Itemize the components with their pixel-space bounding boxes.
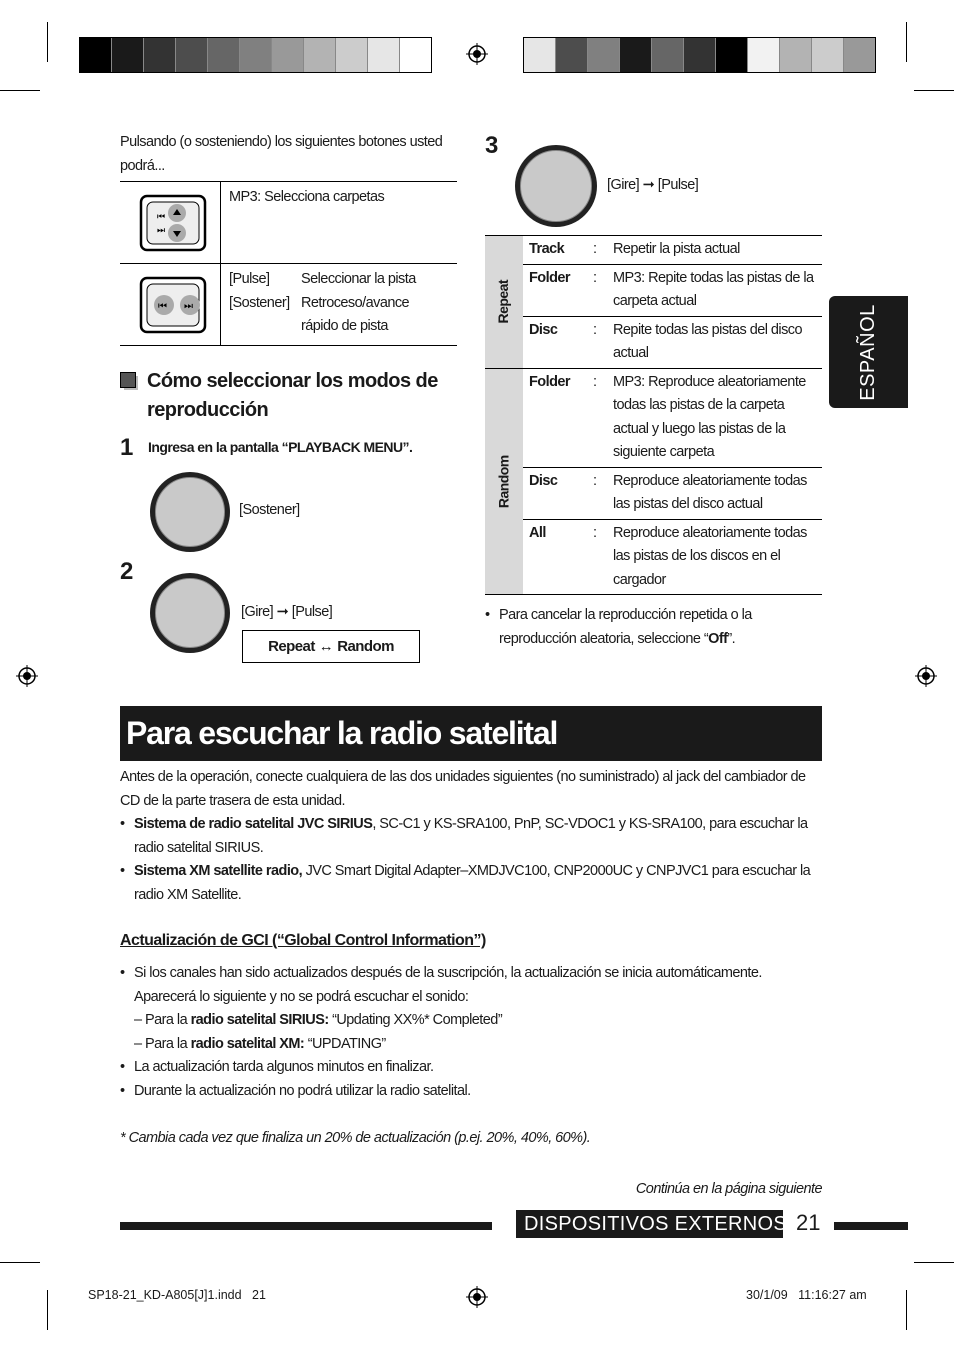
step-number: 2 <box>120 558 134 585</box>
button-table <box>120 181 457 346</box>
color-swatch <box>652 38 684 72</box>
color-swatch <box>112 38 144 72</box>
list-item: • Sistema XM satellite radio, JVC Smart Digital Adapter–XMDJVC100, CNP2000UC y CNPJVC1 para escuchar la radio XM Satellite. <box>120 860 822 907</box>
note-cancel: • Para cancelar la reproducción repetida o la reproducción aleatoria, seleccione “Off”. <box>485 604 799 651</box>
list-item: • Sistema de radio satelital JVC SIRIUS, SC-C1 y KS-SRA100, PnP, SC-VDOC1 y KS-SRA100, para escuchar la radio satelital SIRIUS. <box>120 813 822 860</box>
section2-intro: Antes de la operación, conecte cualquiera de las dos unidades siguientes (no suministrado) al jack del cambiador de CD de la parte trasera de esta unidad. <box>120 769 806 809</box>
registration-mark-icon <box>466 43 488 65</box>
gci-list <box>120 962 822 1103</box>
control-knob-icon <box>150 573 230 653</box>
random-label: Random <box>337 638 394 655</box>
list-item: Folder : MP3: Reproduce aleatoriamente todas las pistas de la carpeta actual y luego las pistas de la siguiente carpeta <box>523 369 822 468</box>
color-swatch <box>780 38 812 72</box>
registration-mark-icon <box>16 665 38 687</box>
row1-text: MP3: Selecciona carpetas <box>229 189 385 205</box>
color-swatch <box>524 38 556 72</box>
color-swatch <box>588 38 620 72</box>
color-swatch <box>80 38 112 72</box>
color-swatch <box>716 38 748 72</box>
print-color-bar-left <box>79 37 432 73</box>
row2-key: [Sostener] <box>229 294 290 311</box>
control-knob-icon <box>515 145 597 227</box>
color-swatch <box>304 38 336 72</box>
intro-text: Pulsando (o sosteniendo) los siguientes botones usted podrá... <box>120 134 443 174</box>
color-swatch <box>844 38 875 72</box>
updown-buttons-icon <box>120 182 221 263</box>
crop-mark <box>0 1262 40 1263</box>
print-color-bar-right <box>523 37 876 73</box>
row2-text <box>221 264 457 345</box>
color-swatch <box>240 38 272 72</box>
footer-rule-left <box>120 1222 492 1230</box>
knob-action-label <box>241 601 332 625</box>
list-item: • La actualización tarda algunos minutos en finalizar. <box>120 1056 822 1080</box>
list-item: All : Reproduce aleatoriamente todas las pistas de los discos en el cargador <box>529 524 807 588</box>
list-item: Disc : Repite todas las pistas del disco actual <box>529 321 802 361</box>
control-knob-icon <box>150 472 230 552</box>
crop-mark <box>0 90 40 91</box>
color-swatch <box>144 38 176 72</box>
svg-text:⏮: ⏮ <box>158 300 167 312</box>
footnote: * Cambia cada vez que finaliza un 20% de actualización (p.ej. 20%, 40%, 60%). <box>120 1130 591 1146</box>
list-item: Track : Repetir la pista actual <box>523 236 822 265</box>
color-swatch <box>336 38 368 72</box>
repeat-label: Repeat <box>268 638 315 655</box>
knob-action-label <box>607 174 698 198</box>
color-swatch <box>400 38 431 72</box>
double-arrow-icon: ↔ <box>318 638 334 655</box>
pulse-label: [Pulse] <box>291 604 333 620</box>
color-swatch <box>620 38 652 72</box>
row2-key: [Pulse] <box>229 271 270 287</box>
color-swatch <box>272 38 304 72</box>
random-group <box>485 369 822 596</box>
footer-rule-right <box>834 1222 908 1230</box>
table-row <box>120 264 457 346</box>
color-swatch <box>684 38 716 72</box>
list-item: Folder : MP3: Repite todas las pistas de la carpeta actual <box>523 265 822 317</box>
footer-section-label: DISPOSITIVOS EXTERNOS <box>524 1213 788 1235</box>
step1-text: Ingresa en la pantalla “PLAYBACK MENU”. <box>148 439 413 455</box>
row2-val: Seleccionar la pista <box>301 271 416 287</box>
continues-note: Continúa en la página siguiente <box>635 1181 822 1197</box>
repeat-group <box>485 236 822 369</box>
row2-val: Retroceso/avance rápido de pista <box>301 294 410 334</box>
crop-mark <box>47 1290 48 1330</box>
skip-buttons-icon <box>120 264 221 345</box>
step-number: 3 <box>485 132 499 159</box>
list-item: • Durante la actualización no podrá utilizar la radio satelital. <box>120 1080 822 1104</box>
gire-label: [Gire] <box>241 604 274 620</box>
random-group-label: Random <box>485 369 523 595</box>
svg-text:⏮: ⏮ <box>157 211 165 222</box>
section2-body <box>120 766 822 907</box>
print-slug-date: 30/1/09 11:16:27 am <box>746 1288 867 1302</box>
crop-mark <box>914 90 954 91</box>
svg-text:⏭: ⏭ <box>184 300 193 312</box>
color-swatch <box>556 38 588 72</box>
color-swatch <box>368 38 400 72</box>
page-number: 21 <box>796 1210 821 1235</box>
registration-mark-icon <box>466 1286 488 1308</box>
section2-title: Para escuchar la radio satelital <box>126 715 558 751</box>
color-swatch <box>812 38 844 72</box>
color-swatch <box>748 38 780 72</box>
crop-mark <box>906 1290 907 1330</box>
repeat-group-label: Repeat <box>485 236 523 368</box>
print-slug-file: SP18-21_KD-A805[J]1.indd 21 <box>88 1288 266 1302</box>
language-tab: ESPAÑOL <box>829 296 908 408</box>
color-swatch <box>176 38 208 72</box>
arrow-right-icon: ➞ <box>642 177 655 193</box>
registration-mark-icon <box>915 665 937 687</box>
knob-action-label: [Sostener] <box>239 502 300 518</box>
list-item: Disc : Reproduce aleatoriamente todas las pistas del disco actual <box>523 468 822 520</box>
gci-subtitle: Actualización de GCI (“Global Control Information”) <box>120 932 486 949</box>
gire-label: [Gire] <box>607 177 640 193</box>
section-square-icon <box>120 372 136 388</box>
repeat-random-box <box>242 630 420 663</box>
color-swatch <box>208 38 240 72</box>
svg-text:⏭: ⏭ <box>157 225 165 236</box>
table-row <box>120 182 457 264</box>
pulse-label: [Pulse] <box>657 177 699 193</box>
arrow-right-icon: ➞ <box>276 604 289 620</box>
section-title: Cómo seleccionar los modos de reproducción <box>147 370 438 421</box>
crop-mark <box>47 22 48 62</box>
list-item: • Si los canales han sido actualizados después de la suscripción, la actualización se inicia automáticamente. Aparecerá lo siguiente y no se podrá escuchar el sonido: – Para la radio satelital SIRIUS: “Updating XX%* Completed” – Para la radio satelital XM: “UPDATING” <box>120 962 822 1056</box>
crop-mark <box>906 22 907 62</box>
crop-mark <box>914 1262 954 1263</box>
step-number: 1 <box>120 434 134 461</box>
mode-table <box>485 235 822 595</box>
